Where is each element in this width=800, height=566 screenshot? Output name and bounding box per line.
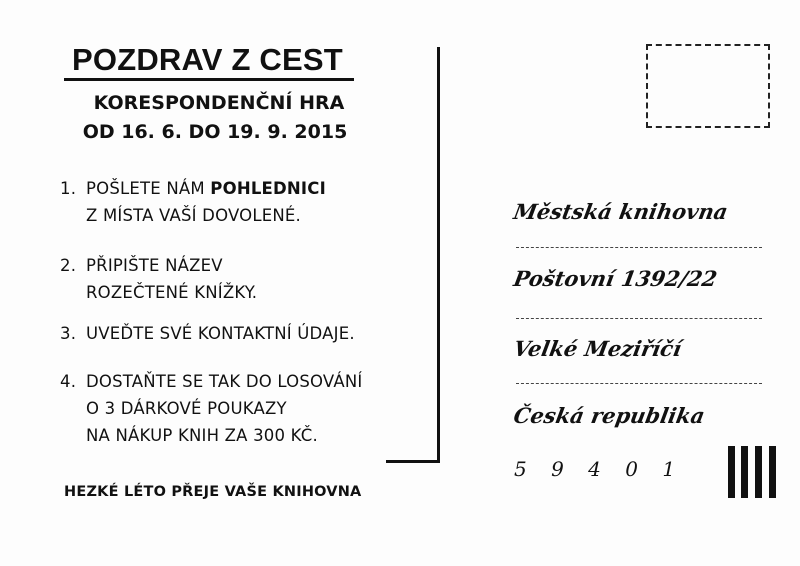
step-text: UVEĎTE SVÉ KONTAKTNÍ ÚDAJE.	[86, 324, 355, 343]
stamp-placeholder	[646, 44, 770, 128]
card-subtitle: KORESPONDENČNÍ HRA	[93, 92, 345, 114]
step-text: Z MÍSTA VAŠÍ DOVOLENÉ.	[86, 206, 301, 225]
address-line-4: Česká republika	[511, 403, 707, 428]
step-text: POŠLETE NÁM	[86, 179, 211, 198]
step-3	[60, 320, 355, 347]
postal-code-bars-icon	[728, 446, 776, 498]
step-number: 1.	[60, 179, 77, 198]
address-line-2: Poštovní 1392/22	[511, 266, 720, 291]
address-rule	[516, 318, 762, 319]
divider-foot	[386, 460, 440, 463]
address-line-1: Městská knihovna	[511, 199, 730, 224]
address-line-3: Velké Meziříčí	[511, 336, 684, 361]
step-1	[60, 175, 326, 229]
step-number: 3.	[60, 324, 77, 343]
step-4	[60, 368, 362, 449]
step-number: 4.	[60, 372, 77, 391]
step-text-bold: POHLEDNICI	[210, 179, 326, 198]
postal-code: 5 9 4 0 1	[514, 457, 685, 481]
center-divider	[437, 47, 440, 463]
step-text: DOSTAŇTE SE TAK DO LOSOVÁNÍ	[86, 372, 363, 391]
step-2	[60, 252, 257, 306]
address-rule	[516, 247, 762, 248]
card-footer: HEZKÉ LÉTO PŘEJE VAŠE KNIHOVNA	[64, 484, 362, 500]
card-title: POZDRAV Z CEST	[72, 42, 343, 77]
step-text: PŘIPIŠTE NÁZEV	[86, 256, 223, 275]
address-rule	[516, 383, 762, 384]
card-dates: OD 16. 6. DO 19. 9. 2015	[82, 121, 348, 143]
step-text: NA NÁKUP KNIH ZA 300 KČ.	[86, 426, 318, 445]
title-underline	[64, 78, 354, 81]
step-number: 2.	[60, 256, 77, 275]
step-text: O 3 DÁRKOVÉ POUKAZY	[86, 399, 287, 418]
step-text: ROZEČTENÉ KNÍŽKY.	[86, 283, 258, 302]
